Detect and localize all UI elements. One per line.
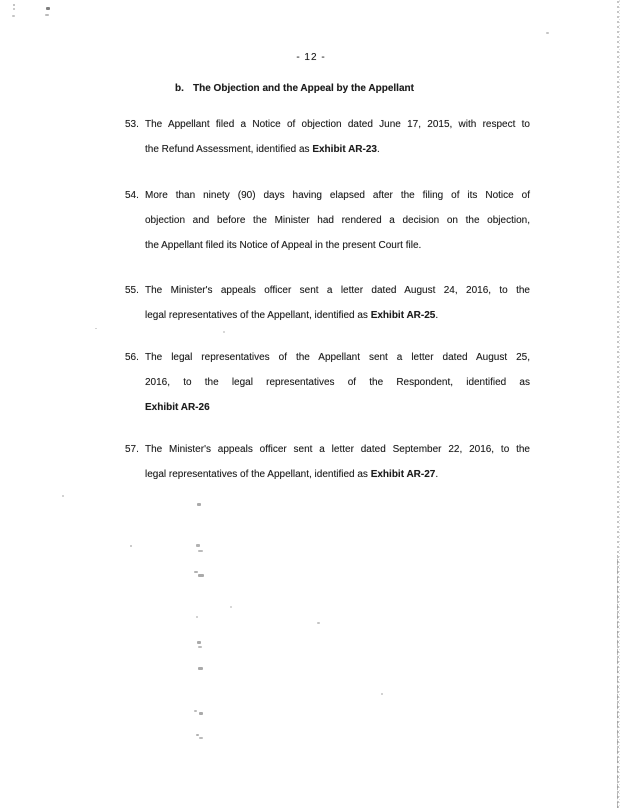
- scan-speck: [198, 667, 203, 670]
- paragraph-line: The Appellant filed a Notice of objection dated June 17, 2015, with respect to: [145, 119, 530, 130]
- paragraph-line: legal representatives of the Appellant, identified as Exhibit AR-27.: [145, 469, 439, 480]
- scan-speck: [196, 616, 198, 618]
- paragraph-line: The Minister's appeals officer sent a letter dated September 22, 2016, to the: [145, 444, 530, 455]
- paragraph-line: More than ninety (90) days having elapsed after the filing of its Notice of: [145, 190, 530, 201]
- paragraph-line: The legal representatives of the Appellant sent a letter dated August 25,: [145, 352, 530, 363]
- scan-speck: [194, 710, 197, 712]
- scan-speck: [194, 571, 198, 573]
- scan-speck: [45, 14, 49, 16]
- paragraph: [125, 437, 530, 487]
- scan-speck: [198, 574, 204, 577]
- heading-marker: b.: [175, 83, 184, 94]
- paragraph: [125, 183, 530, 258]
- paragraph-line: [145, 395, 530, 420]
- paragraph-line: the Appellant filed its Notice of Appeal in the present Court file.: [145, 240, 422, 251]
- paragraph-number: 54.: [125, 190, 139, 201]
- page-number: - 12 -: [296, 52, 326, 63]
- scan-speck: [381, 693, 383, 695]
- exhibit-reference: Exhibit AR-27: [370, 469, 436, 480]
- exhibit-reference: Exhibit AR-26: [145, 402, 210, 413]
- paragraph-line: The Minister's appeals officer sent a letter dated August 24, 2016, to the: [145, 285, 530, 296]
- scan-speck: [198, 646, 202, 648]
- scan-speck: [198, 550, 203, 552]
- scan-speck: [62, 495, 64, 497]
- scan-speck: [546, 32, 549, 34]
- scan-speck: [197, 641, 201, 644]
- scan-speck: [13, 8, 15, 10]
- paragraph: [125, 278, 530, 328]
- scan-speck: [199, 712, 203, 715]
- paragraph: [125, 112, 530, 162]
- heading-title: The Objection and the Appeal by the Appellant: [193, 83, 414, 94]
- paragraph-number: 56.: [125, 352, 139, 363]
- section-heading: [175, 76, 414, 101]
- paragraph-line: legal representatives of the Appellant, identified as Exhibit AR-25.: [145, 310, 439, 321]
- scan-speck: [13, 4, 15, 6]
- scan-speck: [196, 734, 199, 736]
- scan-speck: [46, 7, 50, 10]
- exhibit-reference: Exhibit AR-25: [370, 310, 436, 321]
- paragraph-line: 2016, to the legal representatives of the Respondent, identified as: [145, 377, 530, 388]
- scan-speck: [130, 545, 132, 547]
- scan-speck: [196, 544, 200, 547]
- scan-edge-line-artifact: [617, 555, 618, 808]
- paragraph-line: the Refund Assessment, identified as Exhibit AR-23.: [145, 144, 380, 155]
- scan-speck: [12, 15, 15, 17]
- scan-speck: [230, 606, 232, 608]
- scan-speck: [197, 503, 201, 506]
- scan-speck: [317, 622, 320, 624]
- paragraph-number: 53.: [125, 119, 139, 130]
- paragraph-number: 57.: [125, 444, 139, 455]
- paragraph: [125, 345, 530, 420]
- paragraph-number: 55.: [125, 285, 139, 296]
- scan-speck: [199, 737, 203, 739]
- scan-speck: [223, 331, 225, 333]
- scan-speck: [95, 328, 97, 329]
- paragraph-line: objection and before the Minister had rendered a decision on the objection,: [145, 215, 530, 226]
- exhibit-reference: Exhibit AR-23: [312, 144, 377, 155]
